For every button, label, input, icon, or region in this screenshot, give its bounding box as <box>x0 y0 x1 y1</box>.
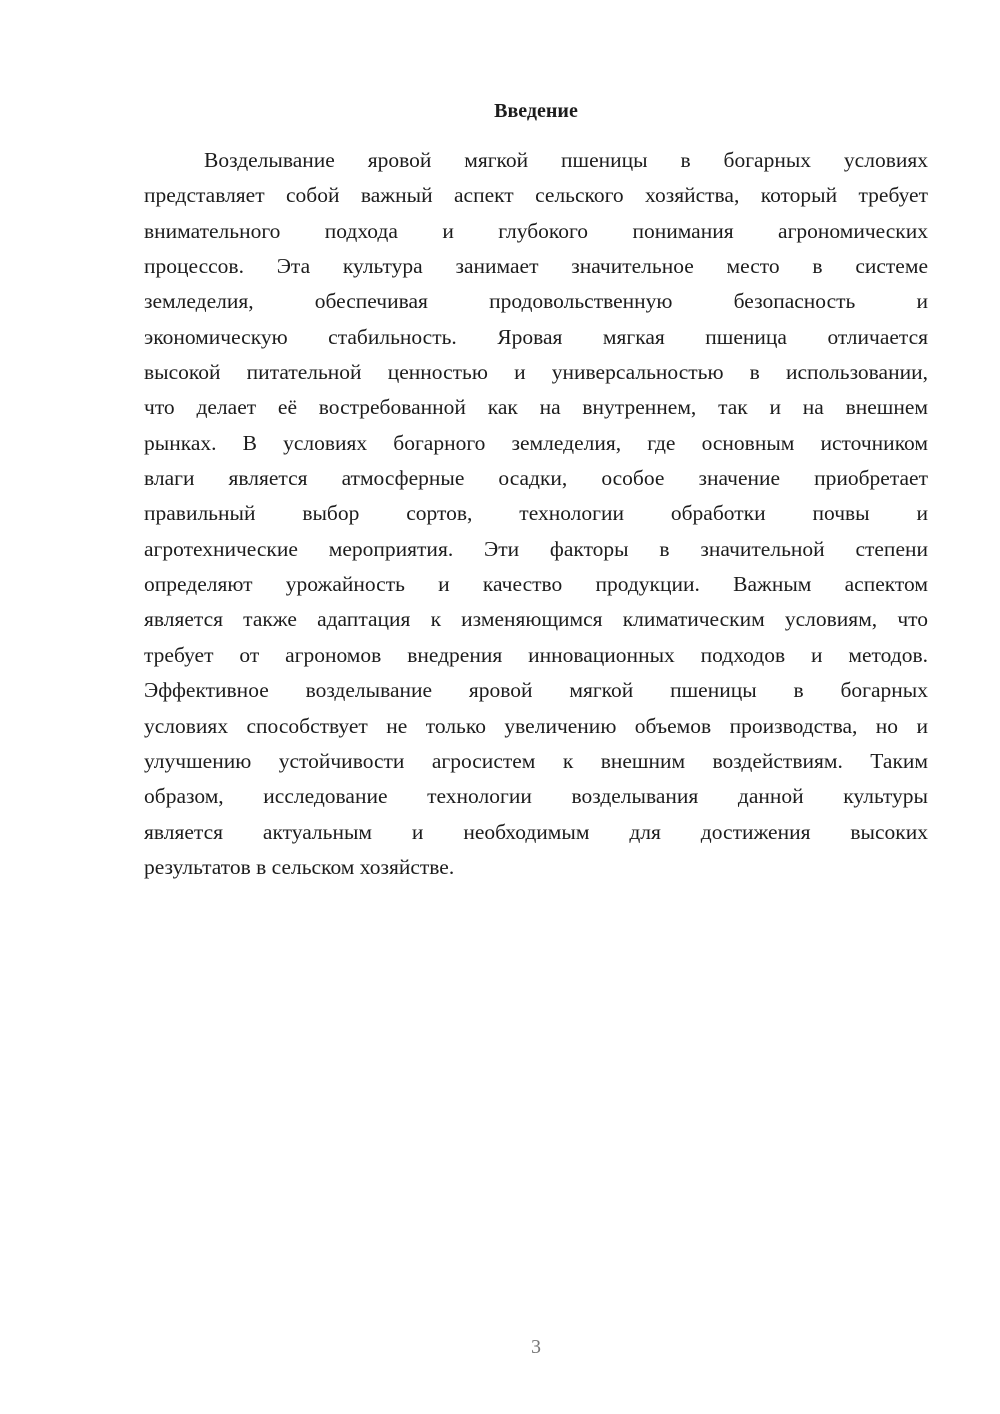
paragraph-line: представляет собой важный аспект сельского хозяйства, который требует <box>144 183 928 208</box>
paragraph-line: результатов в сельском хозяйстве. <box>144 854 455 879</box>
page-number: 3 <box>531 1336 541 1358</box>
paragraph-line: улучшению устойчивости агросистем к внешним воздействиям. Таким <box>144 748 928 773</box>
paragraph-line: условиях способствует не только увеличению объемов производства, но и <box>144 713 928 738</box>
paragraph-line: что делает её востребованной как на внутреннем, так и на внешнем <box>144 395 928 420</box>
paragraph-line: определяют урожайность и качество продукции. Важным аспектом <box>144 572 928 597</box>
paragraph-line: внимательного подхода и глубокого понимания агрономических <box>144 218 928 243</box>
paragraph-line: земледелия, обеспечивая продовольственную безопасность и <box>144 289 928 314</box>
paragraph-line: Возделывание яровой мягкой пшеницы в богарных условиях <box>204 148 928 172</box>
paragraph-line: процессов. Эта культура занимает значительное место в системе <box>144 254 928 279</box>
paragraph-line: правильный выбор сортов, технологии обработки почвы и <box>144 501 928 526</box>
paragraph-line: экономическую стабильность. Яровая мягкая пшеница отличается <box>144 324 928 349</box>
introduction-paragraph <box>144 143 928 885</box>
section-heading: Введение <box>494 100 578 122</box>
paragraph-line: является актуальным и необходимым для достижения высоких <box>144 819 928 844</box>
paragraph-line: рынках. В условиях богарного земледелия, где основным источником <box>144 430 928 455</box>
paragraph-line: агротехнические мероприятия. Эти факторы в значительной степени <box>144 536 928 561</box>
paragraph-line: высокой питательной ценностью и универсальностью в использовании, <box>144 360 928 385</box>
paragraph-line: Эффективное возделывание яровой мягкой пшеницы в богарных <box>144 678 928 703</box>
paragraph-line: влаги является атмосферные осадки, особое значение приобретает <box>144 466 928 491</box>
paragraph-line: требует от агрономов внедрения инновационных подходов и методов. <box>144 642 928 667</box>
paragraph-line: является также адаптация к изменяющимся климатическим условиям, что <box>144 607 928 632</box>
paragraph-line: образом, исследование технологии возделывания данной культуры <box>144 784 928 809</box>
